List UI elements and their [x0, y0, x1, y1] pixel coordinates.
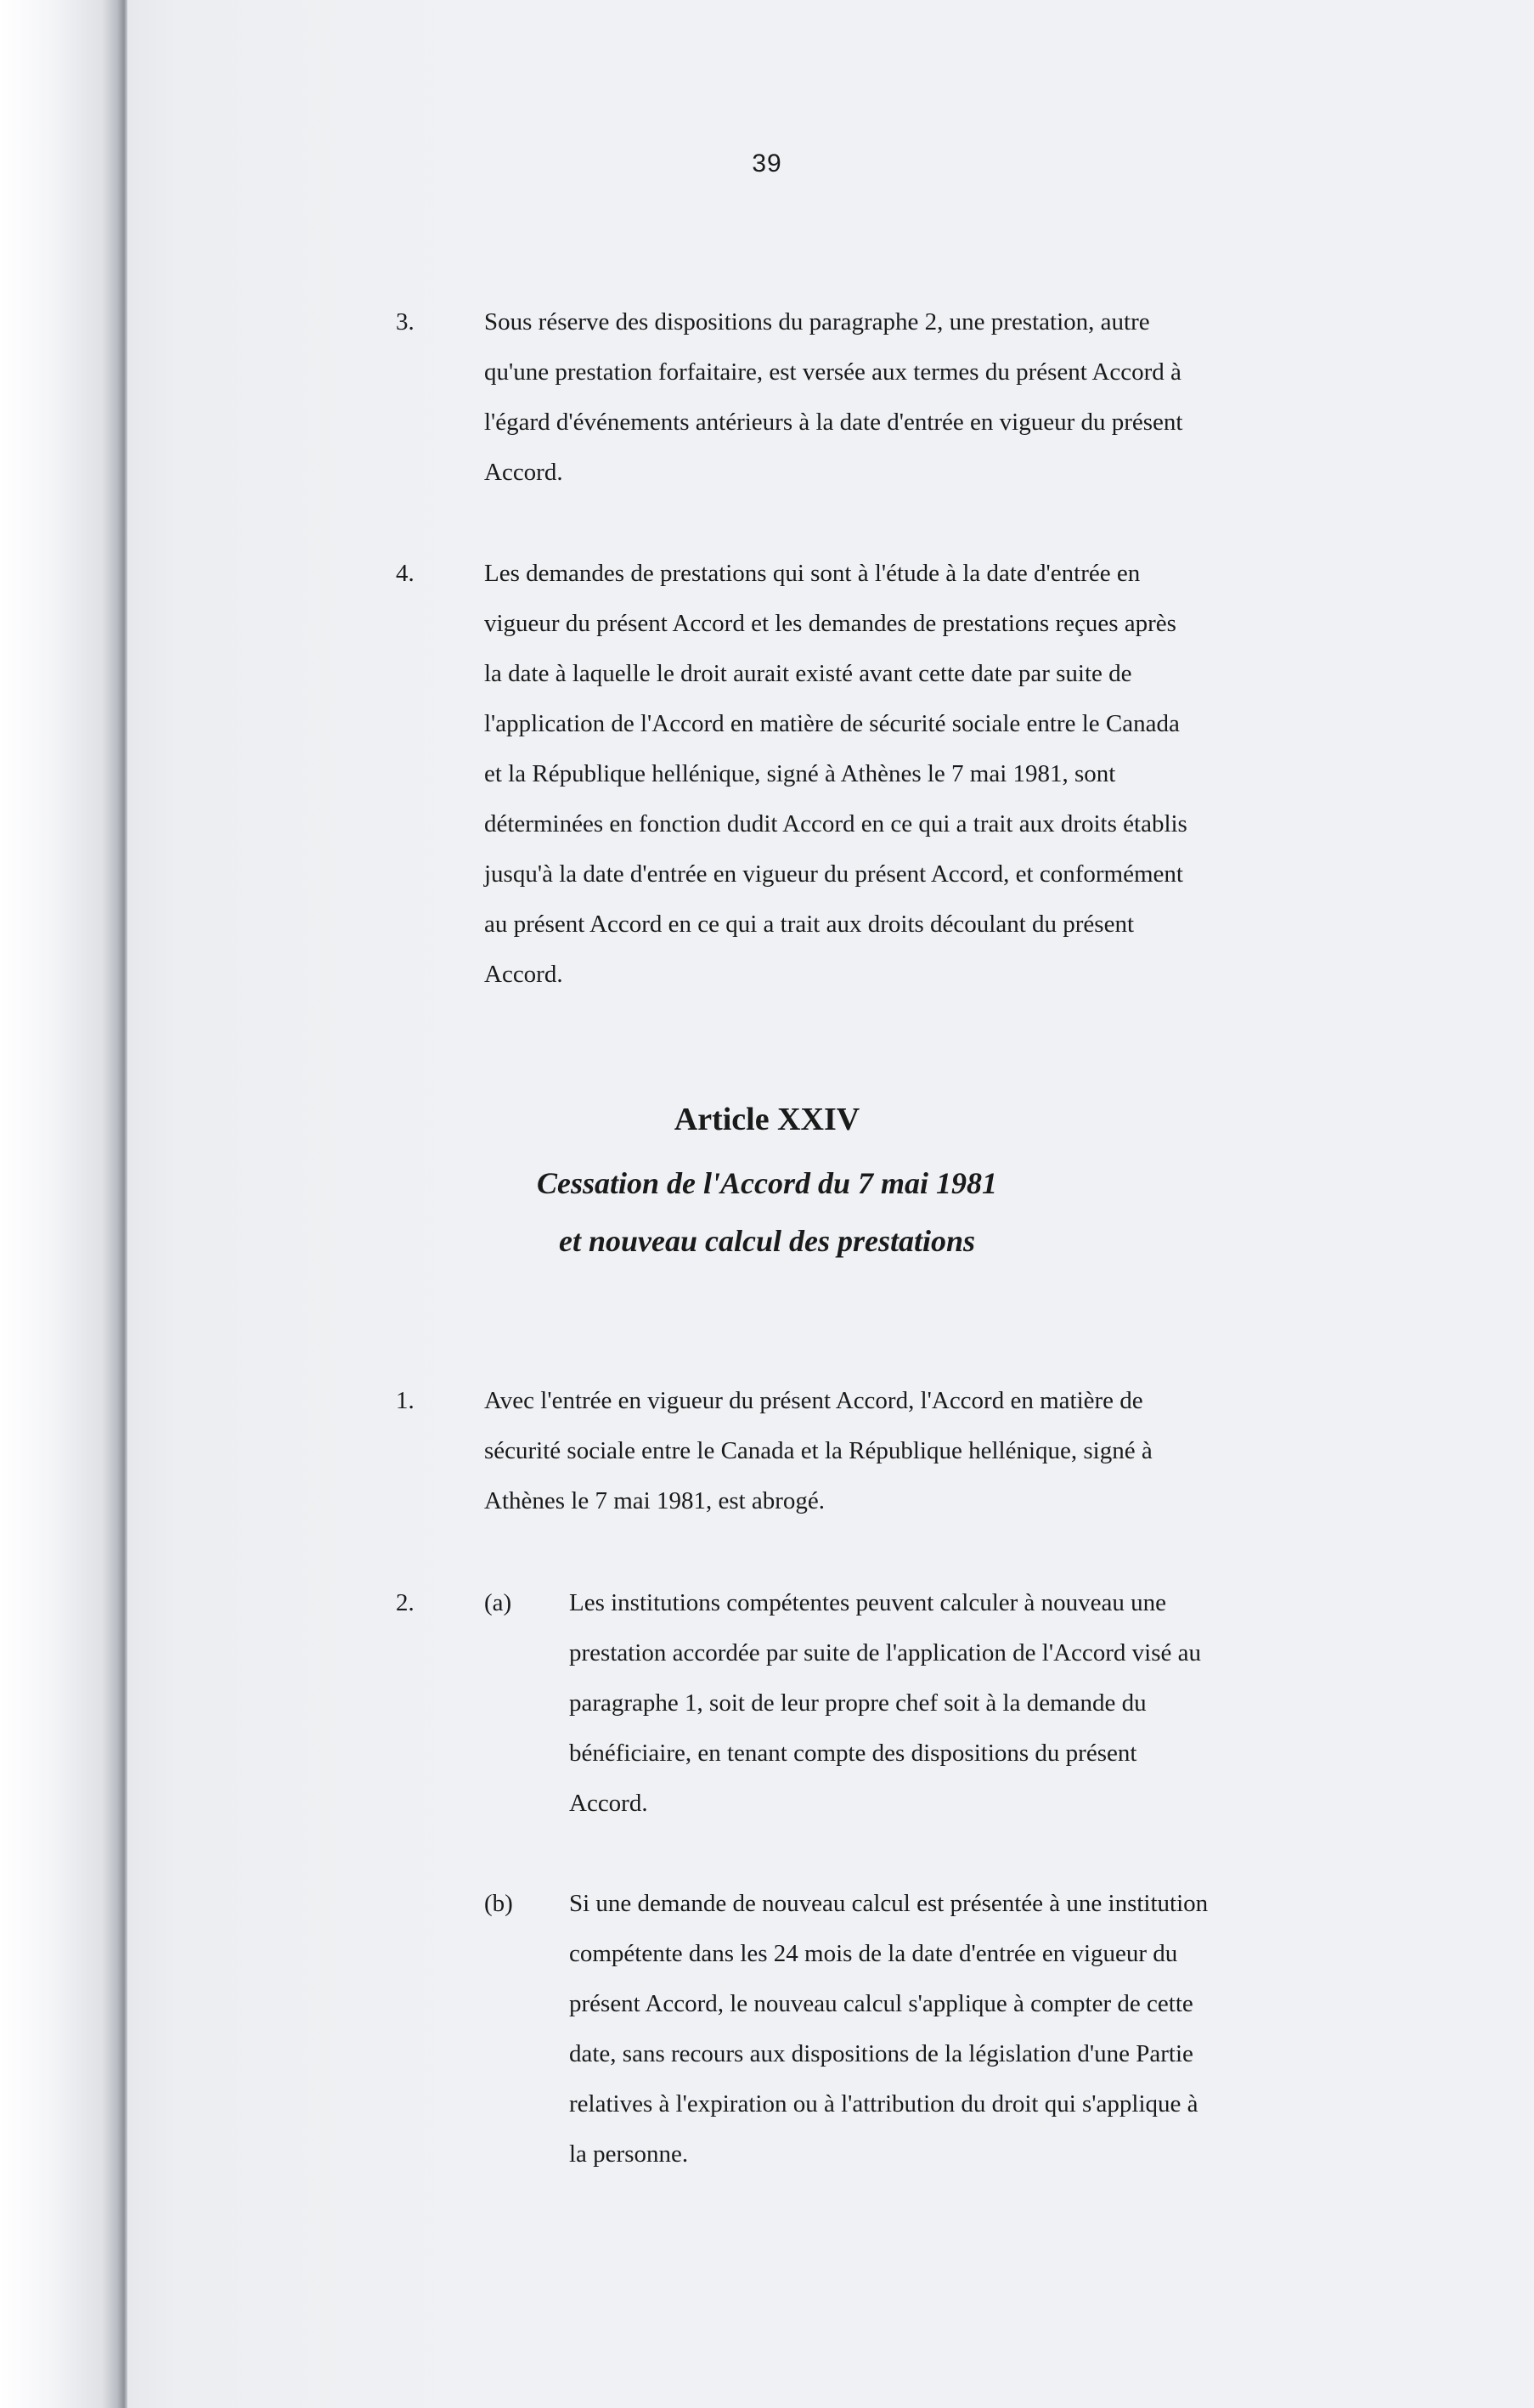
text-line: Athènes le 7 mai 1981, est abrogé.	[484, 1487, 826, 1514]
paragraph-number: 2.	[396, 1589, 415, 1616]
text-line: date, sans recours aux dispositions de la législation d'une Partie	[569, 2040, 1193, 2067]
text-line: sécurité sociale entre le Canada et la République hellénique, signé à	[484, 1437, 1153, 1464]
article-paragraph-2	[0, 1578, 1534, 1833]
paragraph-text	[484, 549, 1364, 1000]
text-line: Avec l'entrée en vigueur du présent Accord, l'Accord en matière de	[484, 1387, 1143, 1414]
paragraph-number: 3.	[396, 308, 415, 336]
article-subtitle-line-1: Cessation de l'Accord du 7 mai 1981	[536, 1166, 998, 1200]
subparagraph-b-text	[569, 1879, 1368, 2180]
paragraph-text	[484, 297, 1364, 498]
article-paragraph-2b	[0, 1879, 1534, 2185]
subparagraph-a-text	[569, 1578, 1368, 1829]
paragraph-number: 4.	[396, 560, 415, 587]
text-line: Si une demande de nouveau calcul est présentée à une institution	[569, 1890, 1209, 1917]
text-line: Accord.	[484, 961, 563, 988]
text-line: Les institutions compétentes peuvent calculer à nouveau une	[569, 1589, 1167, 1616]
text-line: relatives à l'expiration ou à l'attribution du droit qui s'applique à	[569, 2090, 1198, 2118]
paragraph-number: 1.	[396, 1387, 415, 1414]
text-line: qu'une prestation forfaitaire, est versée aux termes du présent Accord à	[484, 358, 1182, 386]
subparagraph-label-b: (b)	[484, 1890, 513, 1917]
text-line: l'égard d'événements antérieurs à la date d'entrée en vigueur du présent	[484, 409, 1183, 436]
page-number: 39	[752, 149, 782, 178]
text-line: au présent Accord en ce qui a trait aux droits découlant du présent	[484, 911, 1135, 938]
text-line: déterminées en fonction dudit Accord en ce qui a trait aux droits établis	[484, 810, 1187, 837]
text-line: paragraphe 1, soit de leur propre chef soit à la demande du	[569, 1689, 1147, 1717]
text-line: présent Accord, le nouveau calcul s'applique à compter de cette	[569, 1990, 1193, 2017]
text-line: Accord.	[484, 459, 563, 486]
subparagraph-label-a: (a)	[484, 1589, 512, 1616]
text-line: bénéficiaire, en tenant compte des dispositions du présent	[569, 1740, 1137, 1767]
text-line: prestation accordée par suite de l'application de l'Accord visé au	[569, 1639, 1202, 1666]
text-line: vigueur du présent Accord et les demandes de prestations reçues après	[484, 610, 1176, 637]
article-title: Article XXIV	[674, 1102, 860, 1137]
paragraph-4	[0, 549, 1534, 1007]
text-line: la date à laquelle le droit aurait existé avant cette date par suite de	[484, 660, 1132, 687]
article-paragraph-1	[0, 1376, 1534, 1529]
text-line: Sous réserve des dispositions du paragraphe 2, une prestation, autre	[484, 308, 1150, 336]
text-line: et la République hellénique, signé à Athènes le 7 mai 1981, sont	[484, 760, 1116, 787]
article-subtitle-line-2: et nouveau calcul des prestations	[558, 1224, 975, 1258]
paragraph-3	[0, 297, 1534, 501]
text-line: compétente dans les 24 mois de la date d'entrée en vigueur du	[569, 1940, 1178, 1967]
text-line: jusqu'à la date d'entrée en vigueur du présent Accord, et conformément	[484, 860, 1183, 888]
text-line: l'application de l'Accord en matière de sécurité sociale entre le Canada	[484, 710, 1180, 737]
text-line: Accord.	[569, 1790, 648, 1817]
paragraph-text	[484, 1376, 1364, 1526]
text-line: la personne.	[569, 2140, 689, 2168]
text-line: Les demandes de prestations qui sont à l'étude à la date d'entrée en	[484, 560, 1141, 587]
